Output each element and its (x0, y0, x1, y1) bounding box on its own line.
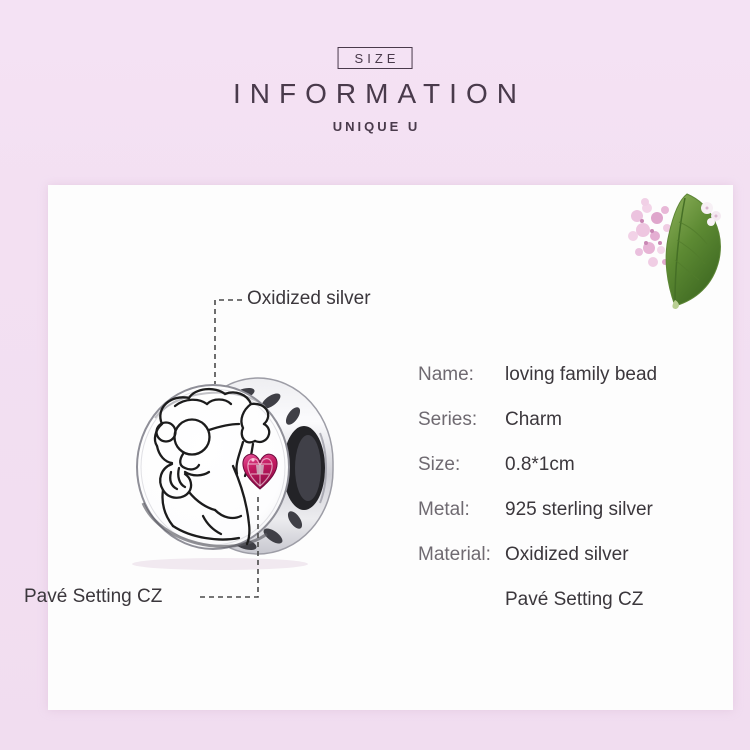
leaf-shape (666, 194, 720, 309)
spec-row-setting (418, 587, 657, 613)
lilac-flowers (628, 198, 671, 267)
page-subtitle: UNIQUE U (332, 119, 421, 134)
spec-label (418, 587, 505, 613)
lilac-leaf-icon (615, 188, 730, 310)
spec-label: Series: (418, 409, 478, 430)
spec-row-metal (418, 497, 657, 523)
charm-bead-image (115, 368, 335, 573)
spec-row-size (418, 452, 657, 478)
bead-shadow (132, 558, 308, 570)
spec-list (418, 362, 657, 632)
spec-value: loving family bead (505, 364, 658, 385)
callout-pave-setting: Pavé Setting CZ (24, 586, 163, 607)
spec-value: 0.8*1cm (505, 454, 575, 475)
callout-oxidized-silver: Oxidized silver (247, 288, 371, 309)
spec-row-material (418, 542, 657, 568)
spec-row-name (418, 362, 657, 388)
page-title: INFORMATION (233, 78, 526, 109)
spec-value: Oxidized silver (505, 544, 629, 565)
spec-label: Material: (418, 544, 491, 565)
spec-value: Charm (505, 409, 563, 430)
spec-value: Pavé Setting CZ (505, 589, 644, 610)
spec-value: 925 sterling silver (505, 499, 653, 520)
spec-label: Metal: (418, 499, 470, 520)
spec-row-series (418, 407, 657, 433)
size-badge: SIZE (338, 47, 413, 69)
spec-label: Name: (418, 364, 474, 385)
spec-label: Size: (418, 454, 461, 475)
